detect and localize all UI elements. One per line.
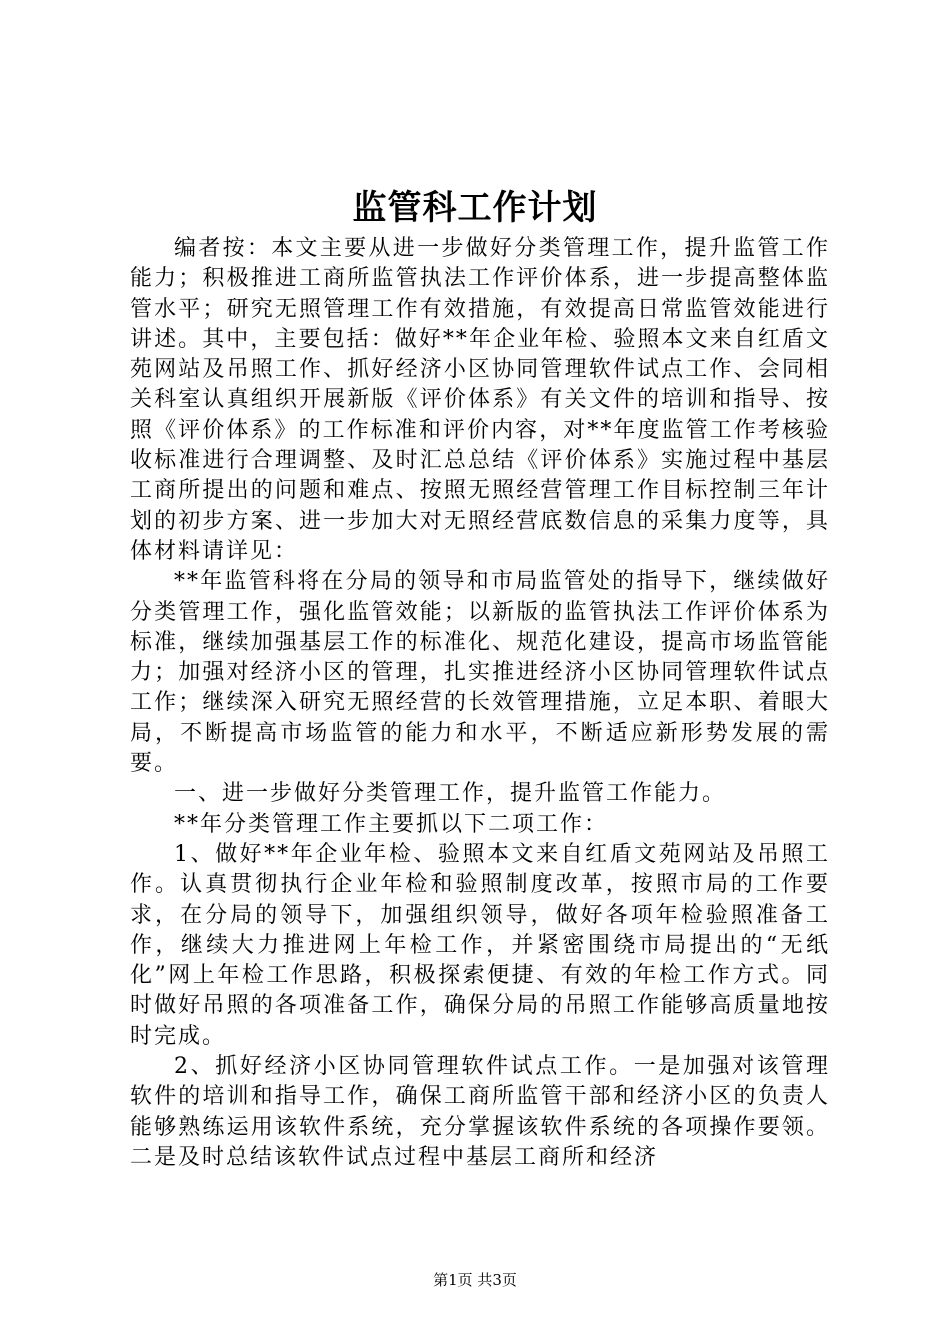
page-number-footer: 第1页 共3页 [433,1271,517,1289]
document-body [130,234,830,1173]
paragraph-editor-note: 编者按：本文主要从进一步做好分类管理工作，提升监管工作能力；积极推进工商所监管执法工作评价体系，进一步提高整体监管水平；研究无照管理工作有效措施，有效提高日常监管效能进行讲述。其中，主要包括：做好**年企业年检、验照本文来自红盾文苑网站及吊照工作、抓好经济小区协同管理软件试点工作、会同相关科室认真组织开展新版《评价体系》有关文件的培训和指导、按照《评价体系》的工作标准和评价内容，对**年度监管工作考核验收标准进行合理调整、及时汇总总结《评价体系》实施过程中基层工商所提出的问题和难点、按照无照经营管理工作目标控制三年计划的初步方案、进一步加大对无照经营底数信息的采集力度等，具体材料请详见： [130,236,830,564]
paragraph-item-2: 2、抓好经济小区协同管理软件试点工作。一是加强对该管理软件的培训和指导工作，确保工商所监管干部和经济小区的负责人能够熟练运用该软件系统，充分掌握该软件系统的各项操作要领。二是及时总结该软件试点过程中基层工商所和经济 [130,1054,830,1170]
paragraph-section-summary: **年分类管理工作主要抓以下二项工作： [174,811,609,837]
paragraph-item-1: 1、做好**年企业年检、验照本文来自红盾文苑网站及吊照工作。认真贯彻执行企业年检和验照制度改革，按照市局的工作要求，在分局的领导下，加强组织领导，做好各项年检验照准备工作，继续大力推进网上年检工作，并紧密围绕市局提出的“无纸化”网上年检工作思路，积极探索便捷、有效的年检工作方式。同时做好吊照的各项准备工作，确保分局的吊照工作能够高质量地按时完成。 [130,841,830,1049]
document-title: 监管科工作计划 [352,188,598,228]
paragraph-intro: **年监管科将在分局的领导和市局监管处的指导下，继续做好分类管理工作，强化监管效能；以新版的监管执法工作评价体系为标准，继续加强基层工作的标准化、规范化建设，提高市场监管能力；加强对经济小区的管理，扎实推进经济小区协同管理软件试点工作；继续深入研究无照经营的长效管理措施，立足本职、着眼大局，不断提高市场监管的能力和水平，不断适应新形势发展的需要。 [130,569,830,777]
paragraph-section-heading-1: 一、进一步做好分类管理工作，提升监管工作能力。 [174,781,727,807]
